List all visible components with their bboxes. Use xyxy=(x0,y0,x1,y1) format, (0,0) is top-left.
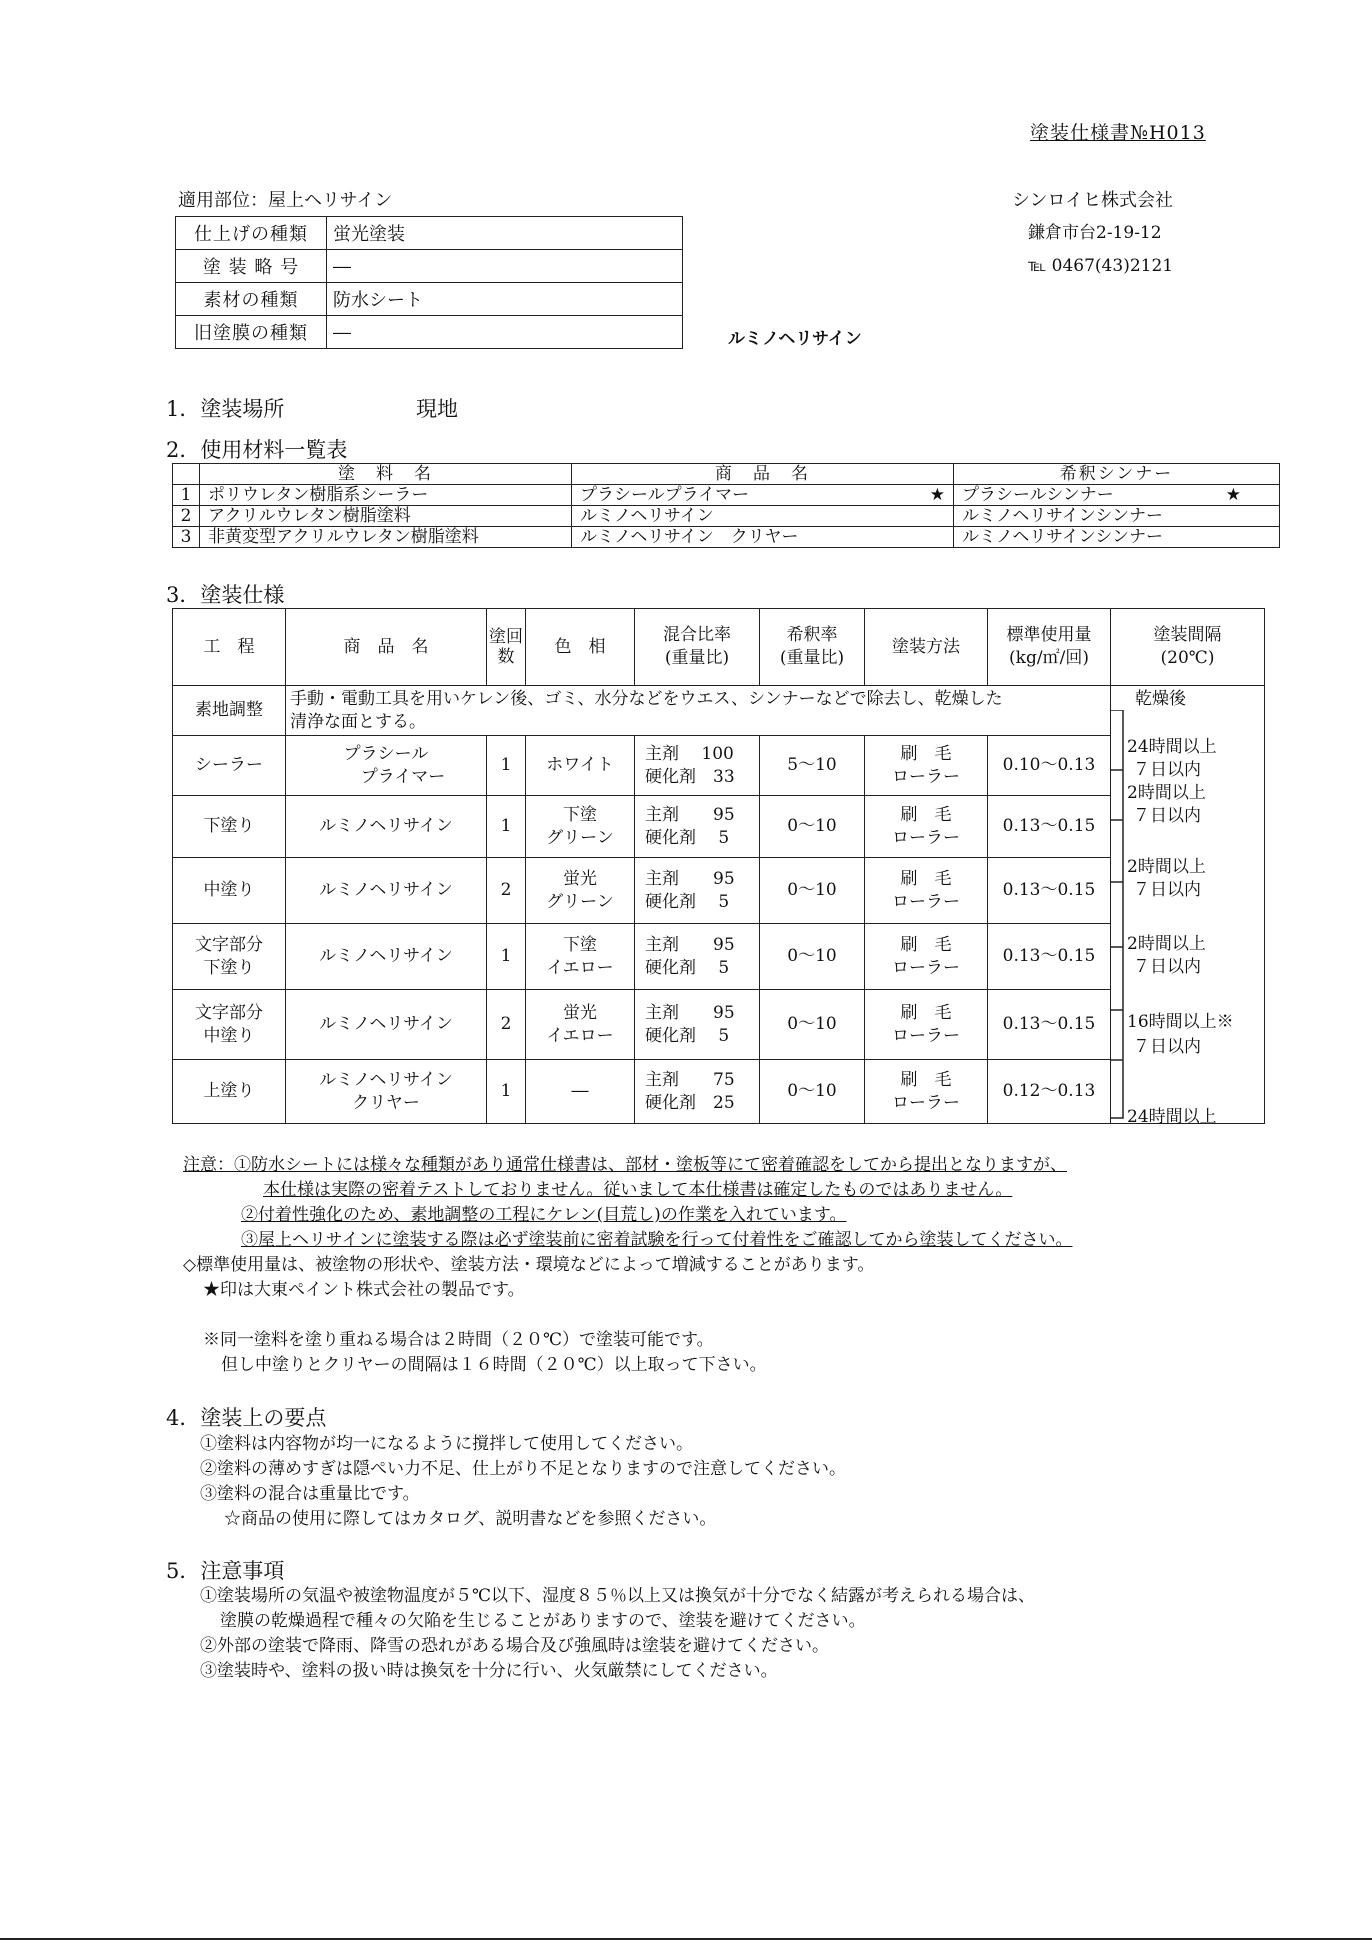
thin-cell: 5〜10 xyxy=(760,736,865,796)
note-line: 本仕様は実際の密着テストしておりません。従いまして本仕様書は確定したものではありません。 xyxy=(263,1180,1013,1200)
color-line: 下塗 xyxy=(563,804,597,825)
usage-cell: 0.12〜0.13 xyxy=(988,1060,1111,1124)
process-line: シーラー xyxy=(195,755,263,775)
interval-text: ７日以内 xyxy=(1133,1037,1201,1057)
thinner-name: プラシールシンナー xyxy=(962,485,1114,505)
info-value: ― xyxy=(327,250,683,283)
color-cell xyxy=(526,924,635,990)
note-line: 但し中塗りとクリヤーの間隔は１６時間（２０℃）以上取って下さい。 xyxy=(221,1355,767,1375)
header-coats: 塗回数 xyxy=(487,609,526,686)
section1-heading xyxy=(166,393,458,423)
mix-line: 主剤 95 xyxy=(645,868,735,889)
method-line: 刷 毛 xyxy=(900,1002,952,1023)
method-cell xyxy=(865,990,988,1060)
company-name: シンロイヒ株式会社 xyxy=(1012,190,1174,211)
star-icon: ★ xyxy=(1225,485,1241,505)
section5-items xyxy=(200,1584,1035,1684)
method-cell xyxy=(865,858,988,924)
prep-process: 素地調整 xyxy=(173,686,286,736)
interval-text: 乾燥後 xyxy=(1135,689,1186,709)
paint-name: ポリウレタン樹脂系シーラー xyxy=(200,485,572,506)
section3-title: 3．塗装仕様 xyxy=(166,583,285,607)
header-paint: 塗 料 名 xyxy=(200,464,572,485)
list-item: ③塗料の混合は重量比です。 xyxy=(200,1484,420,1504)
list-item: ①塗料は内容物が均一になるように撹拌して使用してください。 xyxy=(200,1434,693,1454)
company-tel: ℡ 0467(43)2121 xyxy=(1028,256,1174,276)
process-line: 上塗り xyxy=(203,1081,255,1101)
note-line: 注意：①防水シートには様々な種類があり通常仕様書は、部材・塗板等にて密着確認をしてから提出となりますが、 xyxy=(183,1155,1067,1175)
coats-cell: 1 xyxy=(487,924,526,990)
painting-spec-table xyxy=(172,608,1265,1127)
table-row xyxy=(173,990,1265,1060)
process-line: 文字部分 xyxy=(195,934,263,955)
interval-text: 24時間以上 xyxy=(1127,1107,1217,1127)
star-icon: ★ xyxy=(929,485,945,505)
method-line: 刷 毛 xyxy=(900,743,952,764)
thin-cell: 0〜10 xyxy=(760,990,865,1060)
section2-title: 2．使用材料一覧表 xyxy=(166,438,348,462)
color-line: ― xyxy=(571,1081,589,1101)
table-row xyxy=(173,796,1265,858)
method-line: ローラー xyxy=(892,957,960,978)
coats-cell: 1 xyxy=(487,1060,526,1124)
company-block xyxy=(1012,184,1173,283)
interval-text: 2時間以上 xyxy=(1127,934,1206,954)
table-row xyxy=(173,1060,1265,1124)
section4-title: 4．塗装上の要点 xyxy=(166,1406,327,1430)
method-line: ローラー xyxy=(892,1092,960,1113)
table-row xyxy=(173,527,1280,548)
header-method: 塗装方法 xyxy=(865,609,988,686)
list-item: ☆商品の使用に際してはカタログ、説明書などを参照ください。 xyxy=(224,1509,717,1529)
list-item: 塗膜の乾燥過程で種々の欠陥を生じることがありますので、塗装を避けてください。 xyxy=(220,1611,866,1631)
mix-line: 硬化剤 5 xyxy=(645,1025,730,1046)
product-cell xyxy=(286,990,487,1060)
process-line: 下塗り xyxy=(203,957,255,978)
method-cell xyxy=(865,924,988,990)
table-row xyxy=(173,506,1280,527)
interval-bracket xyxy=(1111,710,1131,1130)
thinner-name: ルミノヘリサインシンナー xyxy=(954,506,1280,527)
header-interval xyxy=(1111,609,1265,686)
note-line: ②付着性強化のため、素地調整の工程にケレン(目荒し)の作業を入れています。 xyxy=(241,1205,847,1225)
thinner-name: ルミノヘリサインシンナー xyxy=(954,527,1280,548)
process-cell xyxy=(173,924,286,990)
interval-text: 2時間以上 xyxy=(1127,783,1206,803)
mix-label: 混合比率 xyxy=(663,625,731,645)
product-name-cell: ルミノヘリサイン xyxy=(572,506,954,527)
product-cell xyxy=(572,485,954,506)
process-cell xyxy=(173,1060,286,1124)
process-cell xyxy=(173,796,286,858)
product-cell xyxy=(286,736,487,796)
paint-name: 非黄変型アクリルウレタン樹脂塗料 xyxy=(200,527,572,548)
usage-label: 標準使用量 xyxy=(1006,625,1092,645)
info-label: 旧塗膜の種類 xyxy=(176,316,327,349)
method-line: ローラー xyxy=(892,891,960,912)
document-number: 塗装仕様書№H013 xyxy=(1030,122,1206,144)
process-line: 中塗り xyxy=(203,880,255,900)
method-line: 刷 毛 xyxy=(900,1069,952,1090)
interval-column xyxy=(1111,686,1265,1127)
note-line: ※同一塗料を塗り重ねる場合は２時間（２０℃）で塗装可能です。 xyxy=(203,1330,714,1350)
prep-desc-line: 清浄な面とする。 xyxy=(290,711,426,732)
product-line: ルミノヘリサイン xyxy=(319,880,453,900)
usage-cell: 0.10〜0.13 xyxy=(988,736,1111,796)
header-no xyxy=(173,464,200,485)
materials-table xyxy=(172,463,1280,548)
mix-line: 硬化剤 25 xyxy=(645,1092,735,1113)
thin-cell: 0〜10 xyxy=(760,924,865,990)
table-row xyxy=(173,686,1265,736)
color-cell xyxy=(526,990,635,1060)
table-row xyxy=(173,858,1265,924)
product-cell xyxy=(286,858,487,924)
thin-cell: 0〜10 xyxy=(760,1060,865,1124)
interval-label: 塗装間隔 xyxy=(1153,625,1222,645)
method-line: 刷 毛 xyxy=(900,868,952,889)
interval-sub: (20℃) xyxy=(1160,648,1215,668)
interval-text: ７日以内 xyxy=(1133,880,1201,900)
usage-sub: (kg/㎡/回) xyxy=(1009,648,1089,668)
header-thin xyxy=(760,609,865,686)
header-thinner: 希釈シンナー xyxy=(954,464,1280,485)
mix-cell xyxy=(635,858,760,924)
table-row xyxy=(173,485,1280,506)
method-line: ローラー xyxy=(892,1025,960,1046)
list-item: ②塗料の薄めすぎは隠ぺい力不足、仕上がり不足となりますので注意してください。 xyxy=(200,1459,846,1479)
product-line: ルミノヘリサイン xyxy=(319,816,453,836)
color-cell xyxy=(526,736,635,796)
section1-title: 1．塗装場所 xyxy=(166,397,285,421)
process-cell xyxy=(173,858,286,924)
method-line: 刷 毛 xyxy=(900,934,952,955)
mix-cell xyxy=(635,924,760,990)
interval-text: ７日以内 xyxy=(1133,806,1201,826)
interval-text: 24時間以上 xyxy=(1127,737,1217,757)
mix-cell xyxy=(635,796,760,858)
list-item: ③塗装時や、塗料の扱い時は換気を十分に行い、火気厳禁にしてください。 xyxy=(200,1661,778,1681)
mix-line: 硬化剤 5 xyxy=(645,957,730,978)
usage-cell: 0.13〜0.15 xyxy=(988,858,1111,924)
method-cell xyxy=(865,796,988,858)
mix-line: 主剤 95 xyxy=(645,1002,735,1023)
header-mix xyxy=(635,609,760,686)
product-cell xyxy=(286,796,487,858)
interval-text: ７日以内 xyxy=(1133,957,1201,977)
process-cell xyxy=(173,736,286,796)
product-cell xyxy=(286,924,487,990)
process-line: 下塗り xyxy=(203,816,255,836)
finish-info-table xyxy=(175,216,683,349)
header-product: 商 品 名 xyxy=(286,609,487,686)
mix-cell xyxy=(635,1060,760,1124)
color-line: 蛍光 xyxy=(563,1002,597,1023)
section1-value: 現地 xyxy=(416,397,458,421)
method-line: ローラー xyxy=(892,766,960,787)
mix-line: 硬化剤 5 xyxy=(645,891,730,912)
color-line: 蛍光 xyxy=(563,868,597,889)
info-label: 素材の種類 xyxy=(176,283,327,316)
product-line: ルミノヘリサイン xyxy=(319,946,453,966)
section4-items xyxy=(200,1432,846,1532)
list-item: ①塗装場所の気温や被塗物温度が５℃以下、湿度８５％以上又は換気が十分でなく結露が考えられる場合は、 xyxy=(200,1586,1036,1606)
prep-description xyxy=(286,686,1111,736)
method-cell xyxy=(865,1060,988,1124)
prep-desc-line: 手動・電動工具を用いケレン後、ゴミ、水分などをウエス、シンナーなどで除去し、乾燥した xyxy=(290,688,1003,709)
thin-label: 希釈率 xyxy=(786,625,838,645)
color-line: ホワイト xyxy=(546,755,614,775)
mix-cell xyxy=(635,736,760,796)
color-line: イエロー xyxy=(546,1025,614,1046)
header-process: 工 程 xyxy=(173,609,286,686)
interval-text: 16時間以上※ xyxy=(1127,1012,1234,1032)
product-name-cell: ルミノヘリサイン クリヤー xyxy=(572,527,954,548)
row-no: 3 xyxy=(173,527,200,548)
process-line: 文字部分 xyxy=(195,1002,263,1023)
mix-line: 主剤 95 xyxy=(645,804,735,825)
method-line: ローラー xyxy=(892,827,960,848)
application-area: 適用部位：屋上ヘリサイン xyxy=(178,190,393,211)
mix-line: 主剤 95 xyxy=(645,934,735,955)
process-cell xyxy=(173,990,286,1060)
thin-cell: 0〜10 xyxy=(760,796,865,858)
note-line: ③屋上ヘリサインに塗装する際は必ず塗装前に密着試験を行って付着性をご確認してから塗装してください。 xyxy=(241,1230,1073,1250)
product-line: ルミノヘリサイン xyxy=(319,1069,453,1090)
product-name: ルミノヘリサイン xyxy=(728,329,862,349)
mix-line: 硬化剤 33 xyxy=(645,766,735,787)
color-line: グリーン xyxy=(546,827,614,848)
notes-block xyxy=(183,1153,1072,1378)
coats-cell: 2 xyxy=(487,990,526,1060)
note-line: ◇標準使用量は、被塗物の形状や、塗装方法・環境などによって増減することがあります。 xyxy=(183,1255,875,1275)
color-line: グリーン xyxy=(546,891,614,912)
company-address: 鎌倉市台2-19-12 xyxy=(1028,223,1162,243)
header-color: 色 相 xyxy=(526,609,635,686)
info-value: 蛍光塗装 xyxy=(327,217,683,250)
usage-cell: 0.13〜0.15 xyxy=(988,990,1111,1060)
mix-line: 主剤 100 xyxy=(645,743,734,764)
product-cell xyxy=(286,1060,487,1124)
process-line: 中塗り xyxy=(203,1025,255,1046)
product-line: クリヤー xyxy=(352,1092,420,1113)
color-line: 下塗 xyxy=(563,934,597,955)
coats-cell: 1 xyxy=(487,736,526,796)
section5-title: 5．注意事項 xyxy=(166,1559,285,1583)
table-row xyxy=(173,736,1265,796)
paint-name: アクリルウレタン樹脂塗料 xyxy=(200,506,572,527)
info-label: 仕上げの種類 xyxy=(176,217,327,250)
color-cell xyxy=(526,1060,635,1124)
coats-cell: 1 xyxy=(487,796,526,858)
note-line: ★印は大東ペイント株式会社の製品です。 xyxy=(203,1280,525,1300)
row-no: 1 xyxy=(173,485,200,506)
mix-line: 硬化剤 5 xyxy=(645,827,730,848)
color-cell xyxy=(526,796,635,858)
page-bottom-rule xyxy=(0,1938,1372,1940)
product-line: ルミノヘリサイン xyxy=(319,1014,453,1034)
mix-cell xyxy=(635,990,760,1060)
product-line: プラシール xyxy=(343,743,429,764)
color-cell xyxy=(526,858,635,924)
thin-cell: 0〜10 xyxy=(760,858,865,924)
color-line: イエロー xyxy=(546,957,614,978)
info-label: 塗 装 略 号 xyxy=(176,250,327,283)
interval-text: 2時間以上 xyxy=(1127,857,1206,877)
table-row xyxy=(173,924,1265,990)
usage-cell: 0.13〜0.15 xyxy=(988,796,1111,858)
thinner-cell xyxy=(954,485,1280,506)
product-line: プライマー xyxy=(326,766,446,787)
method-line: 刷 毛 xyxy=(900,804,952,825)
thin-sub: (重量比) xyxy=(779,648,845,668)
mix-line: 主剤 75 xyxy=(645,1069,735,1090)
header-usage xyxy=(988,609,1111,686)
note-spacer xyxy=(183,1303,1072,1328)
product-name-cell: プラシールプライマー xyxy=(580,485,750,505)
header-product: 商 品 名 xyxy=(572,464,954,485)
row-no: 2 xyxy=(173,506,200,527)
interval-text: ７日以内 xyxy=(1133,760,1201,780)
mix-sub: (重量比) xyxy=(664,648,730,668)
coats-cell: 2 xyxy=(487,858,526,924)
usage-cell: 0.13〜0.15 xyxy=(988,924,1111,990)
info-value: ― xyxy=(327,316,683,349)
info-value: 防水シート xyxy=(327,283,683,316)
method-cell xyxy=(865,736,988,796)
list-item: ②外部の塗装で降雨、降雪の恐れがある場合及び強風時は塗装を避けてください。 xyxy=(200,1636,829,1656)
